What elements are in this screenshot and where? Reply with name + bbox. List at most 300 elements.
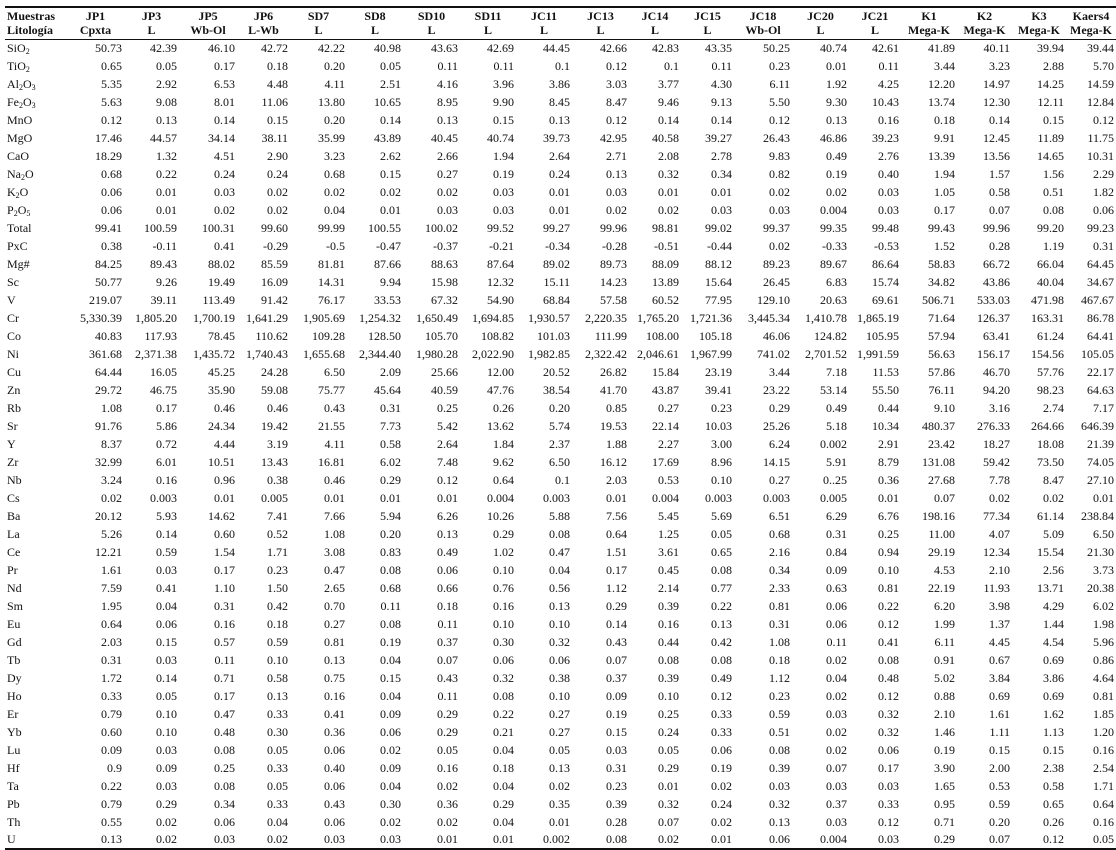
table-cell: 0.20 <box>380 526 401 541</box>
table-cell: 0.57 <box>214 634 235 649</box>
table-cell: 0.08 <box>214 778 235 793</box>
table-cell: 27.10 <box>1087 472 1114 487</box>
table-cell: 108.00 <box>646 328 679 343</box>
table-cell: 3.96 <box>493 76 514 91</box>
table-cell: 17.46 <box>95 130 122 145</box>
table-cell: 0.58 <box>989 184 1010 199</box>
table-cell: 0.27 <box>769 472 790 487</box>
table-cell: 2.62 <box>380 148 401 163</box>
table-cell: 264.66 <box>1031 418 1064 433</box>
table-cell: 0.44 <box>658 634 679 649</box>
table-cell: 8.96 <box>711 454 732 469</box>
column-header <box>460 7 516 39</box>
table-cell: 1,650.49 <box>416 310 458 325</box>
table-cell: -0.28 <box>602 238 627 253</box>
row-label <box>5 93 67 111</box>
table-cell: 0.22 <box>878 598 899 613</box>
table-cell: 0.03 <box>826 814 847 829</box>
table-cell: 98.23 <box>1037 382 1064 397</box>
table-cell: 50.25 <box>763 40 790 55</box>
table-cell: 0.43 <box>324 400 345 415</box>
table-cell: 0.12 <box>1093 112 1114 127</box>
column-header <box>1012 7 1066 39</box>
table-cell: 1.71 <box>267 544 288 559</box>
table-cell: 0.30 <box>380 796 401 811</box>
table-cell: 34.82 <box>928 274 955 289</box>
table-cell: 0.68 <box>769 526 790 541</box>
table-cell: 89.02 <box>543 256 570 271</box>
table-cell: 99.35 <box>820 220 847 235</box>
table-cell: 0.48 <box>878 670 899 685</box>
row-label <box>5 741 67 759</box>
table-cell: 0.15 <box>1043 112 1064 127</box>
table-cell: 35.90 <box>208 382 235 397</box>
table-cell: 0.38 <box>101 238 122 253</box>
label-text: Sm <box>7 598 24 613</box>
table-cell: 480.37 <box>922 418 955 433</box>
table-row <box>5 651 1116 669</box>
table-cell: 0.32 <box>878 724 899 739</box>
table-cell: 0.06 <box>101 202 122 217</box>
table-cell: 0.19 <box>493 166 514 181</box>
table-cell: 2.65 <box>324 580 345 595</box>
table-cell: 0.10 <box>549 688 570 703</box>
table-cell: -0.51 <box>654 238 679 253</box>
table-cell: 0.02 <box>711 778 732 793</box>
table-cell: 0.56 <box>549 580 570 595</box>
table-cell: 8.01 <box>214 94 235 109</box>
table-cell: 1,765.20 <box>637 310 679 325</box>
table-cell: 0.17 <box>878 760 899 775</box>
table-cell: 0.13 <box>606 166 627 181</box>
table-cell: 0.12 <box>606 58 627 73</box>
table-cell: 105.95 <box>866 328 899 343</box>
table-cell: 0.02 <box>826 688 847 703</box>
header-top-label: JP3 <box>141 9 162 24</box>
table-cell: 0.43 <box>606 634 627 649</box>
header-bottom-label: Mega-K <box>1018 23 1060 38</box>
table-row <box>5 723 1116 741</box>
table-cell: 0.03 <box>179 831 237 849</box>
table-cell: 0.51 <box>1043 184 1064 199</box>
table-cell: 0.08 <box>549 526 570 541</box>
table-cell: 12.11 <box>1037 94 1064 109</box>
table-cell: 15.64 <box>705 274 732 289</box>
table-cell: 11.89 <box>1037 130 1064 145</box>
table-cell: 0.13 <box>549 112 570 127</box>
table-cell: 99.02 <box>705 220 732 235</box>
table-cell: 41.89 <box>928 40 955 55</box>
table-cell: 0.1 <box>664 58 679 73</box>
table-cell: 0.07 <box>437 652 458 667</box>
row-label <box>5 255 67 273</box>
table-cell: 46.70 <box>983 364 1010 379</box>
table-cell: 1.08 <box>101 400 122 415</box>
table-row <box>5 813 1116 831</box>
table-cell: 9.62 <box>493 454 514 469</box>
table-cell: 2.10 <box>989 562 1010 577</box>
table-cell: 0.03 <box>849 831 901 849</box>
table-cell: 0.004 <box>652 490 679 505</box>
table-cell: 0.29 <box>769 400 790 415</box>
table-cell: 109.28 <box>312 328 345 343</box>
row-label <box>5 219 67 237</box>
table-cell: 1.61 <box>989 706 1010 721</box>
table-cell: 0.15 <box>989 742 1010 757</box>
table-cell: 2.64 <box>549 148 570 163</box>
table-cell: 6.50 <box>1093 526 1114 541</box>
table-cell: 0.33 <box>267 760 288 775</box>
table-cell: 4.51 <box>214 148 235 163</box>
table-cell: 0.14 <box>156 670 177 685</box>
table-cell: 2.09 <box>380 364 401 379</box>
table-cell: 12.34 <box>983 544 1010 559</box>
table-cell: 7.18 <box>826 364 847 379</box>
table-cell: 0.01 <box>403 831 460 849</box>
label-text: Tb <box>7 652 21 667</box>
table-cell: 0.46 <box>267 400 288 415</box>
table-cell: 0.64 <box>1093 796 1114 811</box>
table-cell: 2,701.52 <box>805 346 847 361</box>
header-bottom-label: L <box>147 23 156 38</box>
table-cell: 0.05 <box>549 742 570 757</box>
table-cell: 0.01 <box>878 490 899 505</box>
table-cell: 2,046.61 <box>637 346 679 361</box>
table-cell: 1.61 <box>101 562 122 577</box>
table-cell: 0.29 <box>901 831 957 849</box>
label-text: Nb <box>7 472 22 487</box>
table-row <box>5 759 1116 777</box>
table-cell: 0.08 <box>711 652 732 667</box>
label-text: Pb <box>7 796 20 811</box>
table-cell: 25.66 <box>431 364 458 379</box>
table-cell: 1,740.43 <box>246 346 288 361</box>
table-cell: 0.37 <box>826 796 847 811</box>
table-cell: 1.02 <box>493 544 514 559</box>
table-cell: 0.05 <box>437 742 458 757</box>
table-cell: 0.27 <box>549 724 570 739</box>
table-cell: 10.03 <box>705 418 732 433</box>
table-cell: 10.26 <box>487 508 514 523</box>
header-top-label: JP5 <box>198 9 218 24</box>
table-cell: 0.04 <box>380 688 401 703</box>
table-cell: 0.01 <box>156 202 177 217</box>
table-row <box>5 777 1116 795</box>
table-cell: 4.25 <box>878 76 899 91</box>
table-cell: 110.62 <box>255 328 288 343</box>
table-cell: 0.49 <box>711 670 732 685</box>
table-cell: 24.34 <box>208 418 235 433</box>
table-cell: 68.84 <box>543 292 570 307</box>
table-row <box>5 543 1116 561</box>
row-label <box>5 291 67 309</box>
table-cell: -0.21 <box>489 238 514 253</box>
label-subscript: 2 <box>19 82 23 92</box>
table-cell: 0.03 <box>606 742 627 757</box>
table-cell: 4.53 <box>934 562 955 577</box>
table-cell: 0.15 <box>1043 742 1064 757</box>
table-cell: 0.17 <box>934 202 955 217</box>
table-cell: 0.32 <box>658 166 679 181</box>
table-cell: 38.11 <box>261 130 288 145</box>
row-label <box>5 507 67 525</box>
table-row <box>5 111 1116 129</box>
table-cell: 0.14 <box>606 616 627 631</box>
table-cell: 33.53 <box>374 292 401 307</box>
header-bottom-label: L <box>703 23 712 38</box>
row-label <box>5 327 67 345</box>
table-cell: 0.19 <box>380 634 401 649</box>
table-cell: 5.91 <box>826 454 847 469</box>
label-text: CaO <box>7 148 29 163</box>
table-cell: 1,967.99 <box>690 346 732 361</box>
table-cell: 0.11 <box>437 616 458 631</box>
table-cell: 0.002 <box>516 831 572 849</box>
table-cell: 0.06 <box>324 742 345 757</box>
table-cell: 16.12 <box>600 454 627 469</box>
table-cell: 0.76 <box>493 580 514 595</box>
table-cell: 0.24 <box>658 724 679 739</box>
header-bottom-label: L <box>870 23 879 38</box>
table-cell: 4.54 <box>1043 634 1064 649</box>
table-cell: 57.76 <box>1037 364 1064 379</box>
row-label <box>5 579 67 597</box>
table-cell: 0.11 <box>214 652 235 667</box>
table-cell: 0.06 <box>734 831 792 849</box>
table-cell: 0.29 <box>606 598 627 613</box>
table-cell: 2,322.42 <box>585 346 627 361</box>
column-header <box>124 7 179 39</box>
table-cell: 14.25 <box>1037 76 1064 91</box>
table-cell: 0.16 <box>156 472 177 487</box>
table-cell: 0.02 <box>237 831 290 849</box>
label-subscript: 2 <box>19 100 23 110</box>
table-cell: 0.07 <box>957 831 1012 849</box>
table-cell: 0.02 <box>437 814 458 829</box>
table-row <box>5 57 1116 75</box>
table-cell: 0.24 <box>267 166 288 181</box>
table-cell: 100.55 <box>368 220 401 235</box>
table-cell: 2.76 <box>878 148 899 163</box>
table-cell: 6.02 <box>380 454 401 469</box>
table-cell: 34.67 <box>1087 274 1114 289</box>
table-cell: 42.83 <box>652 40 679 55</box>
table-cell: 57.86 <box>928 364 955 379</box>
table-cell: 0.24 <box>549 166 570 181</box>
label-text: Rb <box>7 400 22 415</box>
table-cell: 5.26 <box>101 526 122 541</box>
table-cell: 0.02 <box>658 202 679 217</box>
table-cell: 1.11 <box>989 724 1010 739</box>
table-cell: 23.19 <box>705 364 732 379</box>
label-text: Sr <box>7 418 18 433</box>
table-cell: 1.32 <box>156 148 177 163</box>
table-cell: 0.06 <box>549 652 570 667</box>
header-bottom-label: Wb-Ol <box>190 23 226 38</box>
header-bottom-label: Mega-K <box>1070 23 1112 38</box>
table-cell: 1.46 <box>934 724 955 739</box>
table-cell: 56.63 <box>928 346 955 361</box>
table-cell: 14.65 <box>1037 148 1064 163</box>
table-cell: 0.27 <box>549 706 570 721</box>
table-cell: 0.07 <box>934 490 955 505</box>
table-cell: 3,445.34 <box>748 310 790 325</box>
header-top-label: K1 <box>921 9 937 24</box>
table-cell: 39.23 <box>872 130 899 145</box>
table-cell: 0.33 <box>267 706 288 721</box>
label-text: U <box>7 832 16 846</box>
table-cell: 2.00 <box>989 760 1010 775</box>
table-cell: 64.45 <box>1087 256 1114 271</box>
table-cell: 0.39 <box>606 796 627 811</box>
table-cell: 1.84 <box>493 436 514 451</box>
table-cell: 1,865.19 <box>857 310 899 325</box>
table-cell: 0.16 <box>493 598 514 613</box>
table-cell: 0.70 <box>324 598 345 613</box>
table-cell: 0.06 <box>324 814 345 829</box>
table-cell: 0.09 <box>380 760 401 775</box>
table-cell: 47.76 <box>487 382 514 397</box>
table-cell: 0.06 <box>156 616 177 631</box>
label-text: Na <box>7 166 21 181</box>
row-label <box>5 147 67 165</box>
table-cell: 5,330.39 <box>80 310 122 325</box>
table-cell: 0.09 <box>380 706 401 721</box>
table-cell: 9.46 <box>658 94 679 109</box>
table-cell: 0.94 <box>878 544 899 559</box>
table-cell: 0.01 <box>380 202 401 217</box>
table-cell: 88.09 <box>652 256 679 271</box>
table-cell: 0.09 <box>101 742 122 757</box>
table-row <box>5 309 1116 327</box>
table-cell: 0.02 <box>711 814 732 829</box>
header-top-label: SD11 <box>474 9 502 24</box>
column-header <box>347 7 403 39</box>
table-cell: 111.99 <box>594 328 627 343</box>
table-cell: 0.004 <box>487 490 514 505</box>
table-cell: 22.17 <box>1087 364 1114 379</box>
table-cell: 0.79 <box>101 796 122 811</box>
table-cell: 0.59 <box>156 544 177 559</box>
header-top-label: SD8 <box>364 9 386 24</box>
row-label <box>5 777 67 795</box>
table-cell: 0.65 <box>1043 796 1064 811</box>
table-cell: 0.58 <box>1043 778 1064 793</box>
table-cell: 0.08 <box>380 562 401 577</box>
row-label <box>5 687 67 705</box>
table-cell: 0.14 <box>658 112 679 127</box>
table-cell: 0.49 <box>437 544 458 559</box>
table-cell: 0.04 <box>380 778 401 793</box>
table-cell: 0.02 <box>267 184 288 199</box>
table-cell: 0.20 <box>324 58 345 73</box>
table-cell: 0.03 <box>826 706 847 721</box>
table-row <box>5 471 1116 489</box>
table-cell: 6.53 <box>214 76 235 91</box>
table-container <box>5 6 1114 850</box>
table-cell: 2,022.90 <box>472 346 514 361</box>
header-top-label: JC21 <box>861 9 889 24</box>
table-cell: 0.25 <box>214 760 235 775</box>
table-cell: 2.56 <box>1043 562 1064 577</box>
table-cell: 67.32 <box>431 292 458 307</box>
table-cell: 0.02 <box>156 814 177 829</box>
table-cell: 0.38 <box>549 670 570 685</box>
table-cell: 0.16 <box>324 688 345 703</box>
table-cell: -0.11 <box>152 238 177 253</box>
table-cell: 0.29 <box>493 796 514 811</box>
table-cell: 0.39 <box>769 760 790 775</box>
table-cell: 2.16 <box>769 544 790 559</box>
column-header <box>849 7 901 39</box>
table-cell: 0.65 <box>101 58 122 73</box>
table-row <box>5 39 1116 57</box>
table-cell: 13.80 <box>318 94 345 109</box>
table-cell: 100.02 <box>425 220 458 235</box>
table-cell: 6.50 <box>549 454 570 469</box>
table-cell: 24.28 <box>261 364 288 379</box>
table-cell: 66.72 <box>983 256 1010 271</box>
table-cell: 3.08 <box>324 544 345 559</box>
table-cell: 0.05 <box>156 688 177 703</box>
table-cell: 39.27 <box>705 130 732 145</box>
table-cell: 0.12 <box>1012 831 1066 849</box>
label-subscript: 5 <box>26 208 31 218</box>
row-label <box>5 543 67 561</box>
table-cell: 0.31 <box>380 400 401 415</box>
table-cell: 0.04 <box>267 814 288 829</box>
table-cell: 61.14 <box>1037 508 1064 523</box>
table-cell: 0.64 <box>493 472 514 487</box>
table-cell: 0.24 <box>214 166 235 181</box>
table-cell: 99.96 <box>600 220 627 235</box>
table-cell: 0.47 <box>549 544 570 559</box>
label-text: Cs <box>7 490 20 505</box>
table-cell: 3.77 <box>658 76 679 91</box>
table-cell: 0.14 <box>380 112 401 127</box>
table-cell: 0.03 <box>826 778 847 793</box>
table-cell: 0.36 <box>878 472 899 487</box>
table-cell: 7.17 <box>1093 400 1114 415</box>
table-cell: 9.08 <box>156 94 177 109</box>
table-cell: 1.56 <box>1043 166 1064 181</box>
table-cell: 0.003 <box>763 490 790 505</box>
table-cell: 1.92 <box>826 76 847 91</box>
table-cell: 1,991.59 <box>857 346 899 361</box>
row-label <box>5 723 67 741</box>
table-cell: 13.62 <box>487 418 514 433</box>
table-cell: 0.69 <box>1043 688 1064 703</box>
table-cell: 0.51 <box>769 724 790 739</box>
label-text: Fe <box>7 94 19 109</box>
table-cell: 6.24 <box>769 436 790 451</box>
table-cell: 0.29 <box>493 526 514 541</box>
table-cell: 0.27 <box>324 616 345 631</box>
table-cell: 4.11 <box>324 436 345 451</box>
table-cell: 1.05 <box>934 184 955 199</box>
table-cell: 100.59 <box>144 220 177 235</box>
table-cell: 0.95 <box>934 796 955 811</box>
table-cell: 42.39 <box>150 40 177 55</box>
table-cell: 0.41 <box>878 634 899 649</box>
table-cell: 89.73 <box>600 256 627 271</box>
table-row <box>5 741 1116 759</box>
table-cell: 0.01 <box>324 490 345 505</box>
label-subscript: 2 <box>15 190 20 200</box>
label-text: O <box>19 184 29 199</box>
table-cell: 5.18 <box>826 418 847 433</box>
table-cell: 18.29 <box>95 148 122 163</box>
